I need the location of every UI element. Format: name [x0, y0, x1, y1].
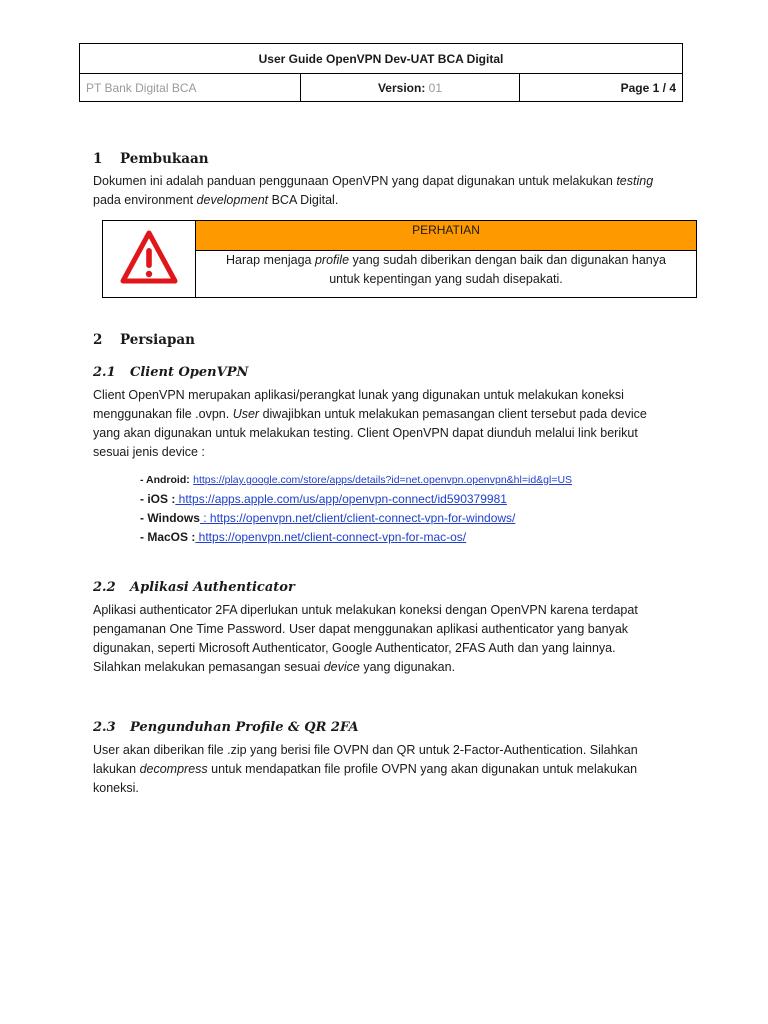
warning-triangle-icon — [119, 229, 179, 285]
version-value: 01 — [428, 80, 443, 95]
section-1-heading — [93, 151, 209, 167]
download-label: - Android: — [140, 474, 190, 486]
section-2-3-heading — [93, 720, 359, 735]
download-list — [140, 470, 572, 547]
download-item-macos — [140, 528, 572, 547]
text-run: pengamanan One Time Password. User dapat menggunakan aplikasi authenticator yang banyak — [93, 622, 629, 636]
section-2-1-paragraph — [93, 386, 673, 462]
text-run: diwajibkan untuk melakukan pemasangan client tersebut pada device — [259, 407, 647, 421]
download-label: - MacOS : — [140, 530, 196, 544]
text-run-italic: User — [232, 407, 260, 421]
section-title: Client OpenVPN — [130, 365, 249, 380]
section-number: 1 — [93, 151, 103, 167]
section-number: 2 — [93, 332, 103, 348]
macos-download-link[interactable]: https://openvpn.net/client-connect-vpn-for-mac-os/ — [195, 530, 467, 544]
section-title: Pengunduhan Profile & QR 2FA — [130, 720, 359, 735]
section-number: 2.3 — [93, 720, 116, 735]
download-item-windows — [140, 509, 572, 528]
text-run-italic: device — [323, 660, 360, 674]
text-run: untuk mendapatkan file profile OVPN yang akan digunakan untuk melakukan — [207, 762, 638, 776]
text-run: BCA Digital. — [268, 193, 339, 207]
text-run-italic: development — [196, 193, 269, 207]
section-1-paragraph — [93, 172, 673, 210]
section-number: 2.1 — [93, 365, 116, 380]
windows-download-link[interactable]: : https://openvpn.net/client/client-connect-vpn-for-windows/ — [199, 511, 516, 525]
page-number: Page 1 / 4 — [520, 74, 683, 102]
text-run-italic: decompress — [139, 762, 208, 776]
text-run: Aplikasi authenticator 2FA diperlukan untuk melakukan koneksi dengan OpenVPN karena terdapat — [93, 603, 638, 617]
text-run: sesuai jenis device : — [93, 445, 205, 459]
text-run: Dokumen ini adalah panduan penggunaan OpenVPN yang dapat digunakan untuk melakukan — [93, 174, 617, 188]
section-title: Pembukaan — [120, 151, 209, 167]
section-2-2-heading — [93, 580, 295, 595]
text-run: Silahkan melakukan pemasangan sesuai — [93, 660, 324, 674]
text-run: yang digunakan. — [359, 660, 456, 674]
text-run: Harap menjaga — [226, 253, 315, 267]
warning-box — [102, 220, 697, 298]
text-run: untuk kepentingan yang sudah disepakati. — [329, 272, 563, 286]
document-title: User Guide OpenVPN Dev-UAT BCA Digital — [80, 44, 683, 74]
section-title: Aplikasi Authenticator — [130, 580, 295, 595]
warning-heading: PERHATIAN — [196, 221, 696, 251]
download-item-android — [140, 470, 572, 490]
ios-download-link[interactable]: https://apps.apple.com/us/app/openvpn-connect/id590379981 — [175, 492, 507, 506]
text-run: pada environment — [93, 193, 197, 207]
download-item-ios — [140, 490, 572, 509]
text-run: digunakan, seperti Microsoft Authenticator, Google Authenticator, 2FAS Auth dan yang lainnya. — [93, 641, 616, 655]
section-2-heading — [93, 332, 195, 348]
section-2-1-heading — [93, 365, 248, 380]
download-label: - iOS : — [140, 492, 176, 506]
text-run-italic: testing — [616, 174, 654, 188]
text-run: koneksi. — [93, 781, 139, 795]
android-download-link[interactable]: https://play.google.com/store/apps/details?id=net.openvpn.openvpn&hl=id&gl=US — [193, 474, 573, 486]
text-run: lakukan — [93, 762, 140, 776]
section-title: Persiapan — [120, 332, 195, 348]
download-label: - Windows — [140, 511, 200, 525]
warning-body — [196, 251, 696, 297]
version-cell — [301, 74, 520, 102]
text-run: yang sudah diberikan dengan baik dan digunakan hanya — [349, 253, 666, 267]
company-name: PT Bank Digital BCA — [80, 74, 301, 102]
version-label: Version: — [377, 80, 426, 95]
section-2-3-paragraph — [93, 741, 673, 798]
section-2-2-paragraph — [93, 601, 673, 677]
text-run: yang akan digunakan untuk melakukan testing. Client OpenVPN dapat diunduh melalui link berikut — [93, 426, 638, 440]
text-run-italic: profile — [314, 253, 350, 267]
warning-icon-cell — [103, 221, 196, 297]
text-run: Client OpenVPN merupakan aplikasi/perangkat lunak yang digunakan untuk melakukan koneksi — [93, 388, 624, 402]
document-header-table — [79, 43, 683, 102]
text-run: menggunakan file .ovpn. — [93, 407, 233, 421]
section-number: 2.2 — [93, 580, 116, 595]
text-run: User akan diberikan file .zip yang berisi file OVPN dan QR untuk 2-Factor-Authentication. Silahkan — [93, 743, 638, 757]
